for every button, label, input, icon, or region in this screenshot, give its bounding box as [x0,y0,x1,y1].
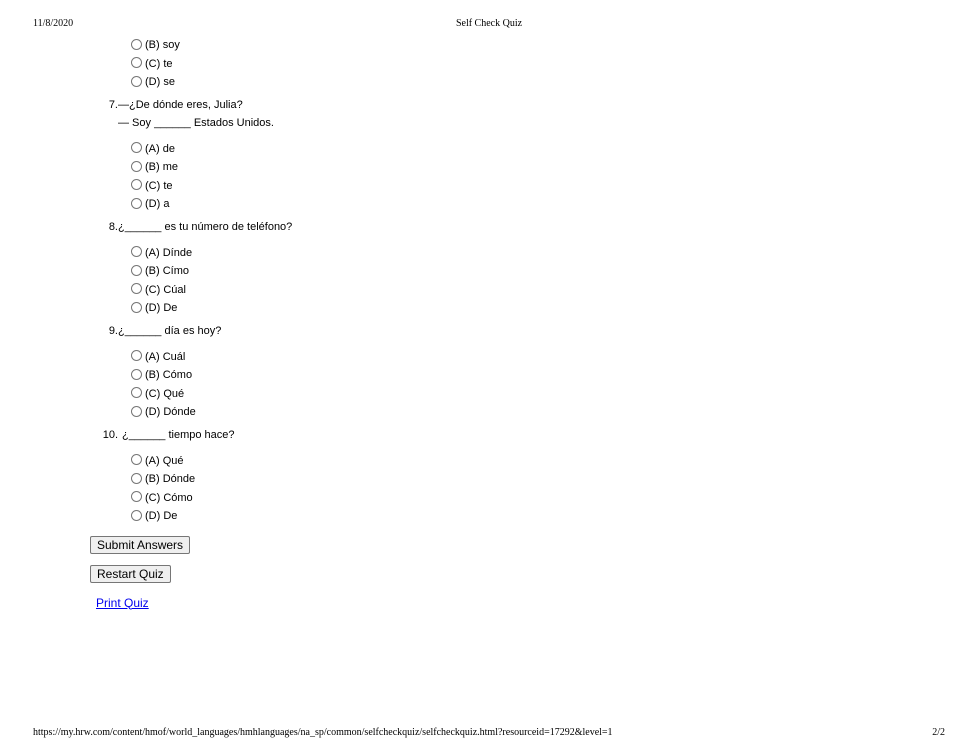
question-number: 10. [102,428,118,441]
option-row[interactable] [131,366,790,385]
print-footer [0,727,978,741]
radio-button[interactable] [131,39,142,50]
question-subtext: — Soy ______ Estados Unidos. [118,116,274,129]
question-text: ¿______ es tu número de teléfono? [118,220,293,233]
option-label: (C) Cúal [145,283,186,296]
option-row[interactable] [131,281,790,300]
print-quiz-link[interactable]: Print Quiz [96,595,149,610]
option-row[interactable] [131,140,790,159]
radio-button[interactable] [131,57,142,68]
print-title: Self Check Quiz [455,18,523,29]
radio-button[interactable] [131,283,142,294]
radio-button[interactable] [131,179,142,190]
question-number: 8. [108,220,118,233]
option-row[interactable] [131,299,790,318]
option-label: (A) de [145,142,175,155]
option-row[interactable] [131,36,790,55]
question-7 [90,96,790,214]
option-label: (C) te [145,179,173,192]
option-row[interactable] [131,470,790,489]
print-date: 11/8/2020 [33,18,74,29]
option-list [131,244,790,318]
option-label: (B) me [145,161,178,174]
option-row[interactable] [131,55,790,74]
radio-button[interactable] [131,302,142,313]
option-label: (C) te [145,57,173,70]
page-number: 2/2 [932,727,945,738]
submit-answers-button[interactable]: Submit Answers [90,536,190,554]
question-text: —¿De dónde eres, Julia? [118,98,243,111]
radio-button[interactable] [131,491,142,502]
option-label: (C) Cómo [145,491,193,504]
radio-button[interactable] [131,161,142,172]
option-row[interactable] [131,403,790,422]
radio-button[interactable] [131,406,142,417]
option-label: (B) Címo [145,265,189,278]
option-label: (A) Cuál [145,350,186,363]
carryover-option-list [131,36,790,92]
question-8 [90,218,790,318]
option-label: (D) Dónde [145,406,196,419]
option-row[interactable] [131,348,790,367]
radio-button[interactable] [131,387,142,398]
question-9 [90,322,790,422]
option-row[interactable] [131,262,790,281]
quiz-content [90,36,790,613]
option-label: (A) Dínde [145,246,193,259]
option-label: (D) a [145,198,170,211]
radio-button[interactable] [131,369,142,380]
option-row[interactable] [131,452,790,471]
question-number: 7. [108,98,118,111]
question-text: ¿______ tiempo hace? [122,428,235,441]
question-text: ¿______ día es hoy? [118,324,222,337]
print-header [0,18,978,32]
radio-button[interactable] [131,454,142,465]
radio-button[interactable] [131,510,142,521]
option-row[interactable] [131,385,790,404]
radio-button[interactable] [131,76,142,87]
radio-button[interactable] [131,246,142,257]
option-label: (B) Dónde [145,473,196,486]
option-list [131,348,790,422]
option-list [131,452,790,526]
option-row[interactable] [131,489,790,508]
option-row[interactable] [131,507,790,526]
option-label: (D) se [145,76,175,89]
radio-button[interactable] [131,265,142,276]
option-row[interactable] [131,158,790,177]
question-10 [90,426,790,526]
radio-button[interactable] [131,142,142,153]
option-label: (B) Cómo [145,369,193,382]
print-url: https://my.hrw.com/content/hmof/world_languages/hmhlanguages/na_sp/common/selfcheckquiz/selfcheckquiz.html?resourceid=17292&level=1 [33,727,613,738]
option-row[interactable] [131,195,790,214]
option-label: (D) De [145,302,178,315]
question-number: 9. [108,324,118,337]
option-label: (B) soy [145,39,180,52]
option-row[interactable] [131,73,790,92]
option-label: (A) Qué [145,454,184,467]
option-row[interactable] [131,244,790,263]
radio-button[interactable] [131,198,142,209]
radio-button[interactable] [131,473,142,484]
option-row[interactable] [131,177,790,196]
radio-button[interactable] [131,350,142,361]
option-label: (C) Qué [145,387,185,400]
restart-quiz-button[interactable]: Restart Quiz [90,565,171,583]
option-label: (D) De [145,510,178,523]
option-list [131,140,790,214]
